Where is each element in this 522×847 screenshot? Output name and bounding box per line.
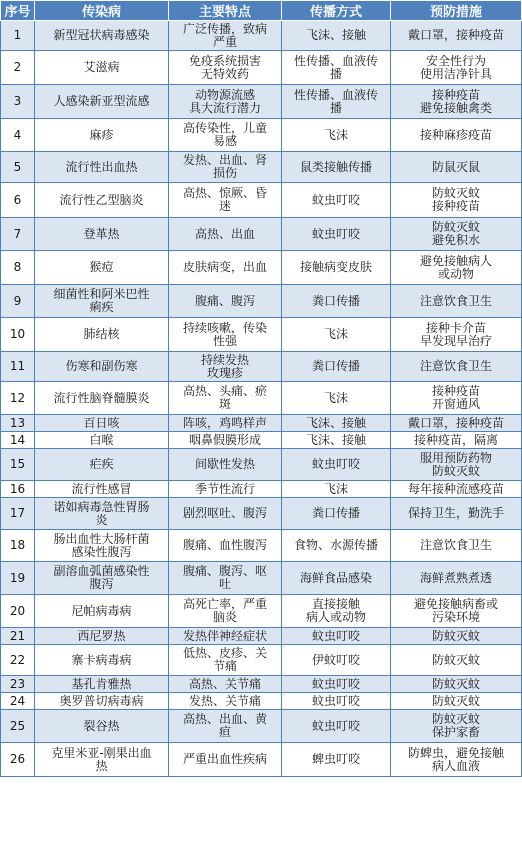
cell-transmission-text: 食物、水源传播 bbox=[293, 538, 378, 552]
cell-disease bbox=[35, 432, 169, 449]
cell-disease-text: 疟疾 bbox=[89, 457, 114, 471]
cell-features-text: 高热、惊厥、昏 迷 bbox=[182, 186, 267, 213]
cell-features-text: 广泛传播，致病 严重 bbox=[182, 21, 267, 49]
cell-features bbox=[169, 251, 282, 285]
cell-disease bbox=[35, 21, 169, 51]
cell-disease-text: 肺结核 bbox=[83, 327, 120, 341]
cell-features bbox=[169, 432, 282, 449]
cell-disease bbox=[35, 218, 169, 251]
cell-features bbox=[169, 693, 282, 710]
cell-prevention bbox=[391, 449, 522, 481]
cell-features-text: 腹痛、腹泻、呕 吐 bbox=[182, 564, 267, 591]
cell-index-text: 21 bbox=[9, 628, 26, 643]
cell-features bbox=[169, 645, 282, 676]
cell-prevention bbox=[391, 51, 522, 85]
cell-disease-text: 裂谷热 bbox=[83, 718, 120, 733]
cell-index-text: 16 bbox=[9, 481, 26, 496]
cell-features bbox=[169, 152, 282, 183]
cell-features bbox=[169, 676, 282, 693]
cell-features bbox=[169, 85, 282, 119]
cell-transmission-text: 蚊虫叮咬 bbox=[311, 693, 360, 708]
cell-features-text: 发热伴神经症状 bbox=[182, 628, 267, 643]
cell-transmission bbox=[282, 352, 391, 382]
cell-index bbox=[1, 51, 35, 85]
cell-prevention bbox=[391, 85, 522, 119]
cell-index-text: 6 bbox=[13, 192, 22, 207]
cell-disease bbox=[35, 628, 169, 645]
cell-index bbox=[1, 743, 35, 777]
cell-transmission bbox=[282, 481, 391, 498]
cell-disease-text: 流行性出血热 bbox=[65, 159, 138, 174]
cell-prevention-text: 防蚊灭蚊 bbox=[431, 676, 480, 691]
cell-disease-text: 艾滋病 bbox=[83, 60, 120, 74]
cell-disease-text: 百日咳 bbox=[83, 415, 120, 430]
cell-prevention bbox=[391, 562, 522, 595]
cell-transmission bbox=[282, 710, 391, 743]
cell-disease bbox=[35, 51, 169, 85]
cell-disease bbox=[35, 481, 169, 498]
cell-features bbox=[169, 449, 282, 481]
cell-disease-text: 西尼罗热 bbox=[77, 628, 126, 643]
cell-features bbox=[169, 530, 282, 562]
cell-features bbox=[169, 318, 282, 352]
cell-transmission-text: 粪口传播 bbox=[311, 359, 360, 373]
cell-index bbox=[1, 693, 35, 710]
cell-prevention-text: 接种疫苗 避免接触禽类 bbox=[419, 87, 492, 115]
cell-index bbox=[1, 449, 35, 481]
table-row bbox=[1, 21, 522, 51]
cell-transmission bbox=[282, 449, 391, 481]
cell-index-text: 3 bbox=[13, 94, 22, 108]
cell-disease-text: 诺如病毒急性胃肠 炎 bbox=[53, 499, 150, 527]
cell-features bbox=[169, 481, 282, 498]
cell-prevention-text: 安全性行为 使用洁净针具 bbox=[419, 53, 492, 81]
cell-features bbox=[169, 628, 282, 645]
cell-prevention-text: 戴口罩，接种疫苗 bbox=[407, 28, 504, 42]
cell-features bbox=[169, 382, 282, 415]
cell-disease bbox=[35, 562, 169, 595]
cell-transmission bbox=[282, 382, 391, 415]
cell-transmission bbox=[282, 152, 391, 183]
cell-prevention-text: 防蚊灭蚊 bbox=[431, 652, 480, 667]
cell-index bbox=[1, 481, 35, 498]
cell-index bbox=[1, 285, 35, 318]
cell-index-text: 15 bbox=[9, 457, 26, 471]
cell-disease-text: 人感染新亚型流感 bbox=[53, 94, 150, 108]
cell-disease-text: 奥罗普切病毒病 bbox=[59, 693, 144, 708]
cell-prevention bbox=[391, 152, 522, 183]
cell-prevention-text: 防蚊灭蚊 接种疫苗 bbox=[431, 186, 480, 213]
cell-disease bbox=[35, 710, 169, 743]
table-row bbox=[1, 51, 522, 85]
cell-index-text: 7 bbox=[13, 226, 22, 241]
cell-index-text: 24 bbox=[9, 693, 26, 708]
cell-prevention-text: 接种麻疹疫苗 bbox=[419, 127, 492, 142]
cell-index bbox=[1, 562, 35, 595]
cell-features-text: 高热、出血、黄 疸 bbox=[182, 712, 267, 739]
cell-disease-text: 细菌性和阿米巴性 痢疾 bbox=[53, 287, 150, 314]
cell-prevention bbox=[391, 693, 522, 710]
table-row bbox=[1, 119, 522, 152]
table-row bbox=[1, 218, 522, 251]
cell-index-text: 26 bbox=[9, 752, 26, 766]
cell-transmission-text: 粪口传播 bbox=[311, 293, 360, 308]
cell-transmission bbox=[282, 318, 391, 352]
cell-features-text: 季节性流行 bbox=[194, 481, 255, 496]
cell-disease bbox=[35, 85, 169, 119]
cell-prevention bbox=[391, 318, 522, 352]
cell-prevention-text: 注意饮食卫生 bbox=[419, 293, 492, 308]
cell-prevention bbox=[391, 119, 522, 152]
cell-features-text: 严重出血性疾病 bbox=[182, 752, 267, 766]
cell-transmission bbox=[282, 21, 391, 51]
cell-transmission-text: 蚊虫叮咬 bbox=[311, 457, 360, 471]
cell-disease-text: 克里米亚-刚果出血 热 bbox=[51, 745, 152, 773]
cell-transmission bbox=[282, 530, 391, 562]
cell-transmission bbox=[282, 85, 391, 119]
cell-transmission-text: 海鲜食品感染 bbox=[299, 570, 372, 585]
table-row bbox=[1, 676, 522, 693]
cell-prevention bbox=[391, 352, 522, 382]
cell-index-text: 8 bbox=[13, 260, 22, 274]
cell-transmission bbox=[282, 498, 391, 530]
cell-prevention-text: 服用预防药物 防蚊灭蚊 bbox=[419, 450, 492, 478]
cell-disease bbox=[35, 530, 169, 562]
cell-features-text: 持续咳嗽，传染 性强 bbox=[182, 320, 267, 348]
cell-features-text: 皮肤病变，出血 bbox=[182, 260, 267, 274]
cell-prevention bbox=[391, 183, 522, 218]
cell-disease-text: 白喉 bbox=[89, 432, 114, 447]
cell-features bbox=[169, 352, 282, 382]
cell-transmission-text: 飞沫、接触 bbox=[305, 415, 366, 430]
cell-disease bbox=[35, 449, 169, 481]
cell-index-text: 1 bbox=[13, 28, 22, 42]
cell-prevention bbox=[391, 595, 522, 628]
cell-features-text: 动物源流感 具大流行潜力 bbox=[188, 87, 261, 115]
cell-transmission-text: 性传播、血液传 播 bbox=[293, 53, 378, 81]
table-row bbox=[1, 743, 522, 777]
cell-transmission bbox=[282, 645, 391, 676]
cell-prevention-text: 避免接触病畜或 污染环境 bbox=[413, 597, 498, 624]
cell-disease-text: 流行性感冒 bbox=[71, 481, 132, 496]
cell-transmission-text: 飞沫 bbox=[323, 481, 348, 496]
cell-transmission-text: 飞沫 bbox=[323, 390, 348, 405]
cell-transmission-text: 粪口传播 bbox=[311, 506, 360, 520]
table-row bbox=[1, 562, 522, 595]
table-row bbox=[1, 530, 522, 562]
cell-index-text: 17 bbox=[9, 506, 26, 520]
cell-index-text: 19 bbox=[9, 570, 26, 585]
cell-index-text: 11 bbox=[9, 359, 26, 373]
cell-transmission bbox=[282, 595, 391, 628]
cell-prevention-text: 保持卫生，勤洗手 bbox=[407, 506, 504, 520]
cell-index bbox=[1, 628, 35, 645]
cell-transmission-text: 蚊虫叮咬 bbox=[311, 676, 360, 691]
header-transmission: 传播方式 bbox=[282, 1, 391, 21]
cell-prevention bbox=[391, 382, 522, 415]
table-row bbox=[1, 251, 522, 285]
cell-transmission-text: 直接接触 病人或动物 bbox=[305, 597, 366, 624]
cell-index-text: 13 bbox=[9, 415, 26, 430]
cell-prevention-text: 注意饮食卫生 bbox=[419, 538, 492, 552]
cell-disease bbox=[35, 595, 169, 628]
cell-features-text: 高热、头痛、瘀 斑 bbox=[182, 384, 267, 411]
table-row bbox=[1, 595, 522, 628]
cell-prevention-text: 每年接种流感疫苗 bbox=[407, 481, 504, 496]
cell-index bbox=[1, 21, 35, 51]
cell-features-text: 高死亡率，严重 脑炎 bbox=[182, 597, 267, 624]
cell-disease bbox=[35, 676, 169, 693]
cell-prevention bbox=[391, 628, 522, 645]
cell-disease bbox=[35, 152, 169, 183]
cell-index bbox=[1, 119, 35, 152]
cell-disease bbox=[35, 318, 169, 352]
table-row bbox=[1, 481, 522, 498]
cell-transmission-text: 飞沫、接触 bbox=[305, 28, 366, 42]
cell-disease-text: 肠出血性大肠杆菌 感染性腹泻 bbox=[53, 531, 150, 559]
cell-features bbox=[169, 595, 282, 628]
cell-transmission bbox=[282, 562, 391, 595]
cell-features-text: 阵咳，鸡鸣样声 bbox=[182, 415, 267, 430]
cell-transmission-text: 接触病变皮肤 bbox=[299, 260, 372, 274]
cell-index bbox=[1, 415, 35, 432]
cell-index bbox=[1, 352, 35, 382]
cell-features-text: 腹痛、腹泻 bbox=[194, 293, 255, 308]
cell-transmission-text: 蚊虫叮咬 bbox=[311, 628, 360, 643]
cell-prevention bbox=[391, 498, 522, 530]
cell-disease-text: 基孔肯雅热 bbox=[71, 676, 132, 691]
cell-prevention bbox=[391, 285, 522, 318]
cell-features-text: 咽鼻假膜形成 bbox=[188, 432, 261, 447]
cell-features bbox=[169, 743, 282, 777]
cell-prevention-text: 海鲜煮熟煮透 bbox=[419, 570, 492, 585]
cell-transmission-text: 飞沫 bbox=[323, 127, 348, 142]
cell-features bbox=[169, 51, 282, 85]
cell-transmission bbox=[282, 119, 391, 152]
cell-prevention bbox=[391, 21, 522, 51]
cell-transmission-text: 蜱虫叮咬 bbox=[311, 752, 360, 766]
cell-disease-text: 猴痘 bbox=[89, 260, 114, 274]
cell-features-text: 发热、关节痛 bbox=[188, 693, 261, 708]
cell-index-text: 2 bbox=[13, 60, 22, 74]
cell-disease bbox=[35, 498, 169, 530]
cell-features-text: 发热、出血、肾 损伤 bbox=[182, 153, 267, 180]
header-features: 主要特点 bbox=[169, 1, 282, 21]
cell-prevention-text: 防蚊灭蚊 bbox=[431, 628, 480, 643]
cell-index-text: 23 bbox=[9, 676, 26, 691]
cell-disease bbox=[35, 743, 169, 777]
cell-transmission-text: 飞沫、接触 bbox=[305, 432, 366, 447]
cell-disease-text: 麻疹 bbox=[89, 127, 114, 142]
table-row bbox=[1, 152, 522, 183]
cell-disease bbox=[35, 645, 169, 676]
cell-transmission-text: 性传播、血液传 播 bbox=[293, 87, 378, 115]
cell-index-text: 22 bbox=[9, 652, 26, 667]
cell-prevention bbox=[391, 645, 522, 676]
cell-index-text: 5 bbox=[13, 159, 22, 174]
cell-index bbox=[1, 676, 35, 693]
cell-prevention-text: 戴口罩，接种疫苗 bbox=[407, 415, 504, 430]
cell-disease bbox=[35, 251, 169, 285]
header-prevention: 预防措施 bbox=[391, 1, 522, 21]
cell-transmission bbox=[282, 285, 391, 318]
cell-transmission-text: 蚊虫叮咬 bbox=[311, 718, 360, 733]
cell-transmission-text: 鼠类接触传播 bbox=[299, 159, 372, 174]
cell-index bbox=[1, 645, 35, 676]
cell-features bbox=[169, 119, 282, 152]
cell-features-text: 高热、关节痛 bbox=[188, 676, 261, 691]
cell-features-text: 间歇性发热 bbox=[194, 457, 255, 471]
table-row bbox=[1, 645, 522, 676]
cell-features-text: 持续发热 玫瑰疹 bbox=[200, 352, 249, 380]
cell-features bbox=[169, 285, 282, 318]
table-body bbox=[1, 21, 522, 777]
cell-prevention-text: 注意饮食卫生 bbox=[419, 359, 492, 373]
table-row bbox=[1, 318, 522, 352]
cell-disease bbox=[35, 693, 169, 710]
cell-disease bbox=[35, 183, 169, 218]
table-row bbox=[1, 710, 522, 743]
cell-index bbox=[1, 183, 35, 218]
cell-prevention bbox=[391, 710, 522, 743]
cell-index-text: 14 bbox=[9, 432, 26, 447]
cell-features-text: 低热、皮疹、关 节痛 bbox=[182, 646, 267, 673]
cell-transmission bbox=[282, 183, 391, 218]
cell-disease bbox=[35, 382, 169, 415]
cell-index bbox=[1, 710, 35, 743]
cell-index bbox=[1, 498, 35, 530]
cell-prevention-text: 接种疫苗，隔离 bbox=[413, 432, 498, 447]
cell-disease-text: 尼帕病毒病 bbox=[71, 603, 132, 618]
header-disease: 传染病 bbox=[35, 1, 169, 21]
cell-index bbox=[1, 530, 35, 562]
cell-index-text: 25 bbox=[9, 718, 26, 733]
cell-transmission bbox=[282, 218, 391, 251]
cell-prevention bbox=[391, 432, 522, 449]
cell-features bbox=[169, 562, 282, 595]
cell-features bbox=[169, 415, 282, 432]
cell-index-text: 12 bbox=[9, 390, 26, 405]
cell-disease bbox=[35, 415, 169, 432]
cell-prevention-text: 防蜱虫，避免接触 病人血液 bbox=[407, 745, 504, 773]
cell-transmission-text: 伊蚊叮咬 bbox=[311, 652, 360, 667]
cell-transmission bbox=[282, 432, 391, 449]
table-row bbox=[1, 183, 522, 218]
cell-transmission-text: 飞沫 bbox=[323, 327, 348, 341]
cell-prevention-text: 防蚊灭蚊 避免积水 bbox=[431, 220, 480, 247]
cell-disease bbox=[35, 285, 169, 318]
cell-disease-text: 登革热 bbox=[83, 226, 120, 241]
cell-disease bbox=[35, 119, 169, 152]
header-index: 序号 bbox=[1, 1, 35, 21]
cell-disease-text: 寨卡病毒病 bbox=[71, 652, 132, 667]
cell-disease bbox=[35, 352, 169, 382]
cell-index-text: 9 bbox=[13, 293, 22, 308]
cell-disease-text: 新型冠状病毒感染 bbox=[53, 28, 150, 42]
table-row bbox=[1, 85, 522, 119]
cell-disease-text: 流行性乙型脑炎 bbox=[59, 192, 144, 207]
cell-transmission-text: 蚊虫叮咬 bbox=[311, 192, 360, 207]
cell-features bbox=[169, 498, 282, 530]
cell-transmission bbox=[282, 743, 391, 777]
cell-prevention bbox=[391, 481, 522, 498]
cell-transmission bbox=[282, 415, 391, 432]
cell-index-text: 18 bbox=[9, 538, 26, 552]
table-row bbox=[1, 352, 522, 382]
cell-prevention bbox=[391, 218, 522, 251]
cell-prevention bbox=[391, 743, 522, 777]
cell-transmission bbox=[282, 693, 391, 710]
cell-index bbox=[1, 318, 35, 352]
cell-transmission bbox=[282, 628, 391, 645]
cell-index-text: 20 bbox=[9, 603, 26, 618]
cell-features-text: 剧烈呕吐、腹泻 bbox=[182, 506, 267, 520]
cell-index bbox=[1, 85, 35, 119]
cell-index bbox=[1, 382, 35, 415]
cell-features bbox=[169, 183, 282, 218]
cell-index bbox=[1, 251, 35, 285]
cell-features bbox=[169, 21, 282, 51]
cell-features-text: 腹痛、血性腹泻 bbox=[182, 538, 267, 552]
cell-disease-text: 副溶血弧菌感染性 腹泻 bbox=[53, 564, 150, 591]
table-row bbox=[1, 285, 522, 318]
cell-transmission bbox=[282, 676, 391, 693]
cell-features-text: 免疫系统损害 无特效药 bbox=[188, 53, 261, 81]
cell-prevention-text: 接种卡介苗 早发现早治疗 bbox=[419, 320, 492, 348]
cell-prevention bbox=[391, 415, 522, 432]
cell-transmission-text: 蚊虫叮咬 bbox=[311, 226, 360, 241]
table-row bbox=[1, 693, 522, 710]
cell-disease-text: 流行性脑脊髓膜炎 bbox=[53, 390, 150, 405]
cell-disease-text: 伤寒和副伤寒 bbox=[65, 359, 138, 373]
cell-prevention bbox=[391, 251, 522, 285]
cell-index-text: 10 bbox=[9, 327, 26, 341]
cell-index bbox=[1, 595, 35, 628]
cell-prevention bbox=[391, 530, 522, 562]
table-row bbox=[1, 498, 522, 530]
cell-index bbox=[1, 432, 35, 449]
cell-prevention-text: 防蚊灭蚊 bbox=[431, 693, 480, 708]
cell-index-text: 4 bbox=[13, 127, 22, 142]
cell-prevention-text: 防鼠灭鼠 bbox=[431, 159, 480, 174]
cell-prevention-text: 避免接触病人 或动物 bbox=[419, 253, 492, 281]
cell-transmission bbox=[282, 251, 391, 285]
cell-features-text: 高热、出血 bbox=[194, 226, 255, 241]
cell-index bbox=[1, 152, 35, 183]
table-row bbox=[1, 449, 522, 481]
cell-prevention-text: 防蚊灭蚊 保护家畜 bbox=[431, 712, 480, 739]
cell-features-text: 高传染性，儿童 易感 bbox=[182, 121, 267, 148]
table-header-row bbox=[1, 1, 522, 21]
table-row bbox=[1, 628, 522, 645]
table-row bbox=[1, 382, 522, 415]
cell-transmission bbox=[282, 51, 391, 85]
cell-features bbox=[169, 218, 282, 251]
cell-prevention-text: 接种疫苗 开窗通风 bbox=[431, 384, 480, 411]
cell-features bbox=[169, 710, 282, 743]
cell-index bbox=[1, 218, 35, 251]
table-row bbox=[1, 432, 522, 449]
cell-prevention bbox=[391, 676, 522, 693]
table-row bbox=[1, 415, 522, 432]
